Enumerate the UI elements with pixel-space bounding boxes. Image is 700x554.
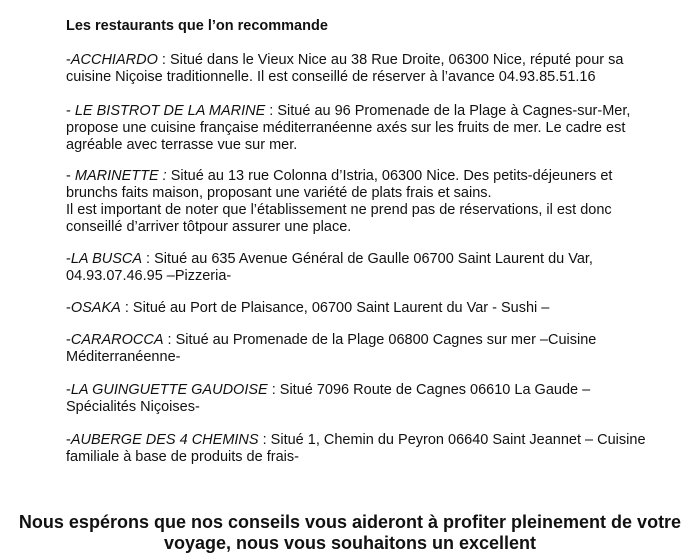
section-heading: Les restaurants que l’on recommande: [66, 18, 328, 34]
restaurant-entry: -LA GUINGUETTE GAUDOISE : Situé 7096 Route de Cagnes 06610 La Gaude – Spécialités Niçoises-: [66, 382, 591, 415]
restaurant-name: MARINETTE :: [74, 168, 167, 184]
restaurant-description: : Situé 7096 Route de Cagnes 06610 La Gaude – Spécialités Niçoises-: [66, 382, 591, 415]
restaurant-name: OSAKA: [70, 300, 121, 316]
restaurant-description: : Situé au Port de Plaisance, 06700 Saint Laurent du Var - Sushi –: [120, 300, 550, 316]
restaurant-name: ACCHIARDO: [70, 52, 158, 68]
restaurant-description: : Situé dans le Vieux Nice au 38 Rue Droite, 06300 Nice, réputé pour sa cuisine Niçoise traditionnelle. Il est conseillé de réserver à l’avance 04.93.85.51.16: [66, 52, 624, 85]
restaurant-entry: -CARAROCCA : Situé au Promenade de la Plage 06800 Cagnes sur mer –Cuisine Méditerranéenne-: [66, 332, 597, 365]
restaurant-name: LA GUINGUETTE GAUDOISE: [70, 382, 268, 398]
restaurant-name: AUBERGE DES 4 CHEMINS: [70, 432, 259, 448]
restaurant-description: Situé au 13 rue Colonna d’Istria, 06300 Nice. Des petits-déjeuners et brunchs faits maison, proposant une variété de plats frais et sains.: [66, 168, 613, 201]
restaurant-entry: -LA BUSCA : Situé au 635 Avenue Général de Gaulle 06700 Saint Laurent du Var, 04.93.07.46.95 –Pizzeria-: [66, 251, 593, 284]
restaurant-name: CARAROCCA: [70, 332, 164, 348]
restaurant-entry: -AUBERGE DES 4 CHEMINS : Situé 1, Chemin du Peyron 06640 Saint Jeannet – Cuisine familiale à base de produits de frais-: [66, 432, 646, 465]
restaurant-description: : Situé 1, Chemin du Peyron 06640 Saint Jeannet – Cuisine familiale à base de produits de frais-: [66, 432, 646, 465]
restaurant-description: : Situé au Promenade de la Plage 06800 Cagnes sur mer –Cuisine Méditerranéenne-: [66, 332, 597, 365]
closing-message: Nous espérons que nos conseils vous aideront à profiter pleinement de votre voyage, nous vous souhaitons un excellent: [18, 512, 682, 553]
restaurant-description: : Situé au 96 Promenade de la Plage à Cagnes-sur-Mer, propose une cuisine française méditerranéenne axés sur les fruits de mer. Le cadre est agréable avec terrasse vue sur mer.: [66, 103, 631, 153]
restaurant-entry: -OSAKA : Situé au Port de Plaisance, 06700 Saint Laurent du Var - Sushi –: [66, 300, 550, 316]
restaurant-entry: - LE BISTROT DE LA MARINE : Situé au 96 Promenade de la Plage à Cagnes-sur-Mer, propose une cuisine française méditerranéenne axés sur les fruits de mer. Le cadre est agréable avec terrasse vue sur mer.: [66, 103, 631, 153]
restaurant-description: : Situé au 635 Avenue Général de Gaulle 06700 Saint Laurent du Var, 04.93.07.46.95 –Pizzeria-: [66, 251, 593, 284]
restaurant-name: LA BUSCA: [70, 251, 143, 267]
restaurant-entry: -ACCHIARDO : Situé dans le Vieux Nice au 38 Rue Droite, 06300 Nice, réputé pour sa cuisine Niçoise traditionnelle. Il est conseillé de réserver à l’avance 04.93.85.51.16: [66, 52, 624, 85]
restaurant-name: LE BISTROT DE LA MARINE: [74, 103, 266, 119]
restaurant-entry: - MARINETTE : Situé au 13 rue Colonna d’Istria, 06300 Nice. Des petits-déjeuners et brunchs faits maison, proposant une variété de plats frais et sains. Il est important de noter que l’établissement ne prend pas de réservations, il est donc conseillé d’arriver tôtpour assurer une place.: [66, 168, 646, 236]
restaurant-note: Il est important de noter que l’établissement ne prend pas de réservations, il est donc conseillé d’arriver tôtpour assurer une place.: [66, 202, 612, 235]
